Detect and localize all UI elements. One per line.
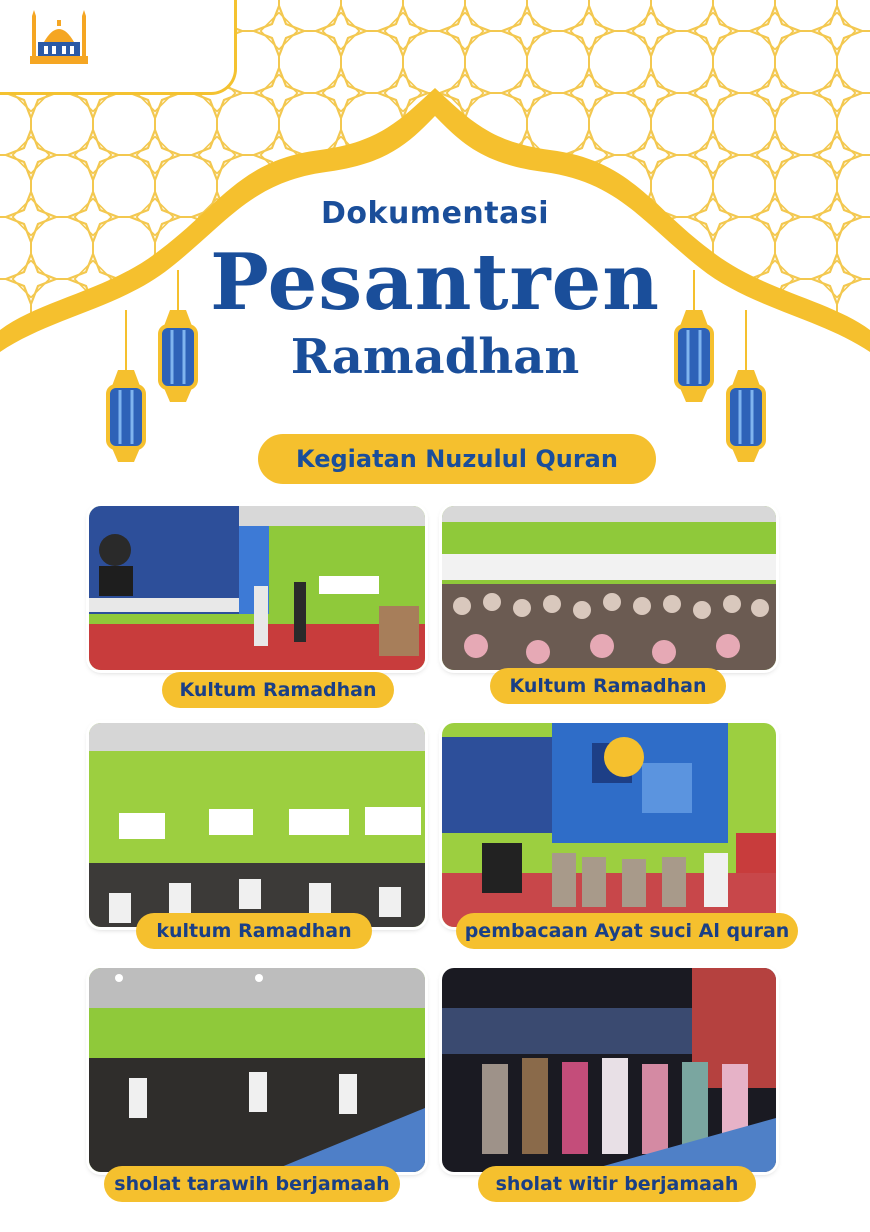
title-block bbox=[0, 196, 870, 385]
subtitle-badge: Kegiatan Nuzulul Quran bbox=[258, 434, 656, 484]
title-line-pesantren: Pesantren bbox=[210, 237, 660, 328]
photo-kultum-stage bbox=[89, 506, 425, 670]
caption-tarawih: sholat tarawih berjamaah bbox=[104, 1166, 400, 1202]
photo-quran-recitation bbox=[442, 723, 776, 927]
caption-kultum-2: Kultum Ramadhan bbox=[490, 668, 726, 704]
caption-quran-recitation: pembacaan Ayat suci Al quran bbox=[456, 913, 798, 949]
caption-witir: sholat witir berjamaah bbox=[478, 1166, 756, 1202]
photo-kultum-hall bbox=[89, 723, 425, 927]
photo-tarawih bbox=[89, 968, 425, 1172]
logo-panel bbox=[0, 0, 237, 95]
title-line-dokumentasi: Dokumentasi bbox=[320, 196, 549, 231]
mosque-icon bbox=[26, 6, 92, 72]
photo-kultum-audience bbox=[442, 506, 776, 670]
title-line-ramadhan: Ramadhan bbox=[290, 329, 580, 385]
caption-kultum-1: Kultum Ramadhan bbox=[162, 672, 394, 708]
caption-kultum-3: kultum Ramadhan bbox=[136, 913, 372, 949]
photo-witir bbox=[442, 968, 776, 1172]
